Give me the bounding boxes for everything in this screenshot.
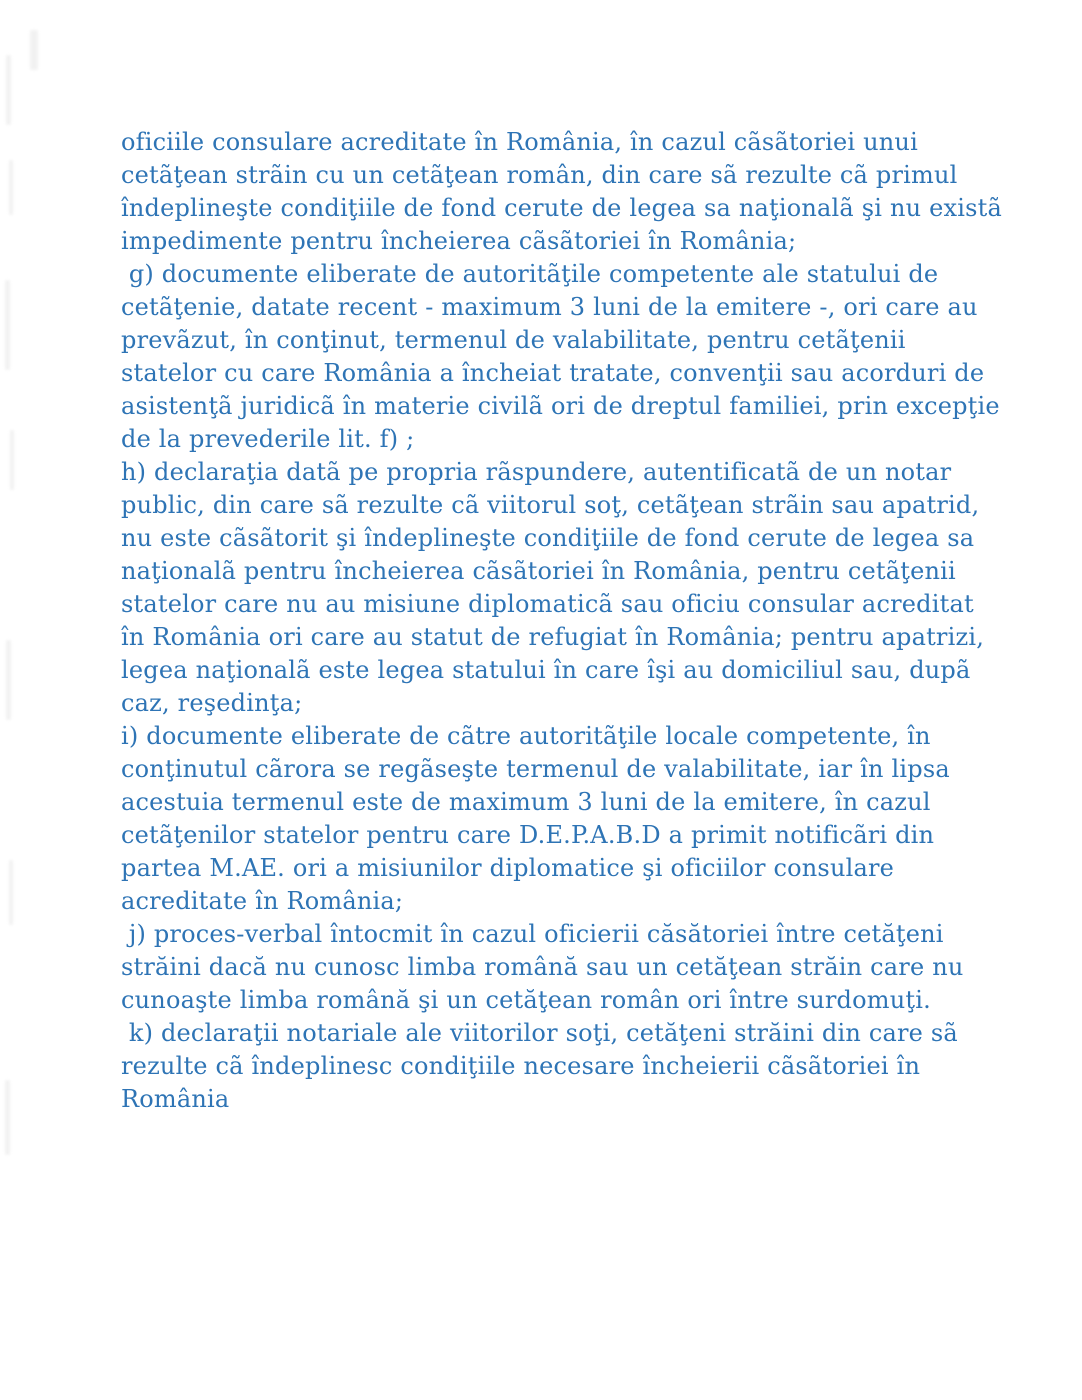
scan-artifact: [30, 30, 38, 70]
scan-artifact: [9, 860, 13, 925]
text-line: statelor cu care România a încheiat tratate, convenţii sau acorduri de: [121, 359, 985, 387]
legal-text-block: [121, 126, 1061, 1116]
text-line: oficiile consulare acreditate în România, în cazul cãsãtoriei unui: [121, 128, 918, 156]
scan-artifact: [6, 55, 11, 125]
text-line: conţinutul cãrora se regãseşte termenul de valabilitate, iar în lipsa: [121, 755, 950, 783]
text-line: cetãţean strãin cu un cetãţean român, din care sã rezulte cã primul: [121, 161, 958, 189]
text-line: cunoaşte limba română şi un cetăţean român ori între surdomuţi.: [121, 986, 931, 1014]
text-line: public, din care sã rezulte cã viitorul soţ, cetãţean strãin sau apatrid,: [121, 491, 980, 519]
text-line: impedimente pentru încheierea cãsãtoriei în România;: [121, 227, 797, 255]
text-line-item-k: k) declaraţii notariale ale viitorilor soţi, cetăţeni străini din care sã: [121, 1019, 958, 1047]
text-line-item-g: g) documente eliberate de autoritãţile competente ale statului de: [121, 260, 939, 288]
text-line: cetãţenilor statelor pentru care D.E.P.A.B.D a primit notificãri din: [121, 821, 935, 849]
text-line: prevãzut, în conţinut, termenul de valabilitate, pentru cetãţenii: [121, 326, 906, 354]
scan-artifact: [5, 1080, 10, 1155]
text-line: în România ori care au statut de refugiat în România; pentru apatrizi,: [121, 623, 985, 651]
text-line: România: [121, 1085, 230, 1113]
text-line-item-i: i) documente eliberate de cãtre autoritãţile locale competente, în: [121, 722, 931, 750]
text-line: naţionalã pentru încheierea cãsãtoriei în România, pentru cetãţenii: [121, 557, 956, 585]
text-line: statelor care nu au misiune diplomaticã sau oficiu consular acreditat: [121, 590, 974, 618]
text-line: rezulte cã îndeplinesc condiţiile necesare încheierii cãsãtoriei în: [121, 1052, 921, 1080]
scan-artifact: [5, 280, 10, 370]
text-line: străini dacă nu cunosc limba română sau un cetăţean străin care nu: [121, 953, 964, 981]
text-line: de la prevederile lit. f) ;: [121, 425, 415, 453]
text-line: acestuia termenul este de maximum 3 luni de la emitere, în cazul: [121, 788, 931, 816]
text-line-item-h: h) declaraţia datã pe propria rãspundere, autentificatã de un notar: [121, 458, 952, 486]
text-line: partea M.AE. ori a misiunilor diplomatice şi oficiilor consulare: [121, 854, 895, 882]
text-line: asistenţã juridicã în materie civilã ori de dreptul familiei, prin excepţie: [121, 392, 1000, 420]
text-line: legea naţionalã este legea statului în care îşi au domiciliul sau, dupã: [121, 656, 971, 684]
scan-artifact: [10, 430, 14, 490]
scan-artifact: [9, 160, 13, 215]
text-line-item-j: j) proces-verbal întocmit în cazul oficierii căsătoriei între cetăţeni: [121, 920, 944, 948]
text-line: acreditate în România;: [121, 887, 404, 915]
scan-artifact: [6, 640, 11, 720]
text-line: cetãţenie, datate recent - maximum 3 luni de la emitere -, ori care au: [121, 293, 978, 321]
text-line: îndeplineşte condiţiile de fond cerute de legea sa naţionalã şi nu existã: [121, 194, 1002, 222]
text-line: caz, reşedinţa;: [121, 689, 303, 717]
text-line: nu este cãsãtorit şi îndeplineşte condiţiile de fond cerute de legea sa: [121, 524, 975, 552]
